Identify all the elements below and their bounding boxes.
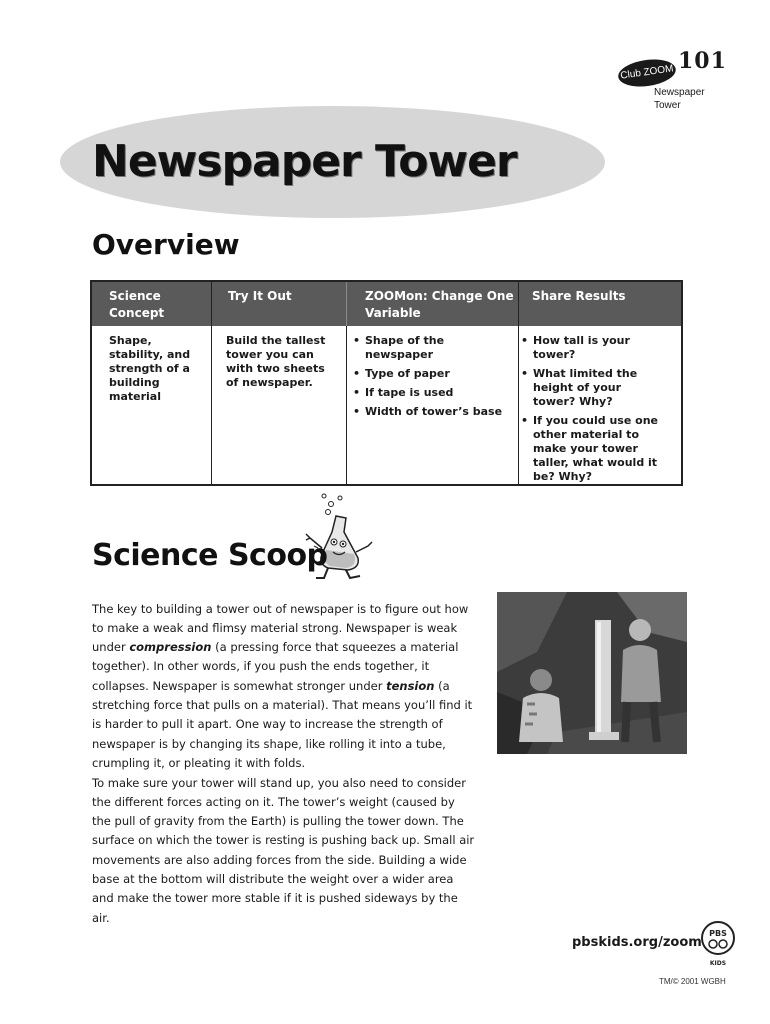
zoomon-cell bbox=[353, 334, 515, 424]
kids-building-tower-photo bbox=[497, 592, 687, 754]
pbs-kids-logo bbox=[700, 920, 736, 970]
svg-text:PBS: PBS bbox=[709, 929, 727, 938]
term-tension: tension bbox=[386, 678, 435, 693]
column-header-try-it-out: Try It Out bbox=[228, 289, 292, 303]
footer-url: pbskids.org/zoom bbox=[572, 935, 702, 950]
episode-badge bbox=[618, 48, 727, 118]
list-item: • Type of paper bbox=[353, 367, 515, 381]
scoop-paragraph: To make sure your tower will stand up, you also need to consider the different forces acting on it. The tower’s weight (caused by the pull of gravity from the Earth) is pulling the tower down. The surface on which the tower is resting is pushing back up. Small air movements are also adding forces from the side. Building a wide base at the bottom will distribute the weight over a wider area and make the tower more stable if it is pushed sideways by the air. bbox=[92, 775, 475, 925]
overview-table bbox=[90, 280, 683, 486]
club-zoom-logo: Club ZOOM bbox=[616, 56, 677, 90]
overview-heading: Overview bbox=[92, 228, 240, 261]
list-item: • If tape is used bbox=[353, 386, 515, 400]
column-divider bbox=[211, 282, 212, 484]
svg-text:KIDS: KIDS bbox=[709, 960, 727, 967]
list-item: • How tall is your tower? bbox=[521, 334, 661, 362]
episode-number: 101 bbox=[678, 48, 727, 74]
column-header-zoomon: ZOOMon: Change One Variable bbox=[365, 289, 514, 320]
copyright: TM/© 2001 WGBH bbox=[659, 977, 726, 986]
column-divider bbox=[346, 326, 347, 486]
list-item: • What limited the height of your tower? Why? bbox=[521, 367, 661, 409]
science-concept-cell: Shape, stability, and strength of a building material bbox=[109, 334, 191, 403]
try-it-out-cell: Build the tallest tower you can with two sheets of newspaper. bbox=[226, 334, 326, 389]
list-item: • Width of tower’s base bbox=[353, 405, 515, 419]
scoop-paragraph: The key to building a tower out of newspaper is to figure out how to make a weak and flimsy material strong. Newspaper is weak under compression (a pressing force that squeezes a material together). In other words, if you push the ends together, it collapses. Newspaper is somewhat stronger under tension (a stretching force that pulls on a material). That means you’ll find it is harder to pull it apart. One way to increase the strength of newspaper is by changing its shape, like rolling it into a tube, crumpling it, or pleating it with folds. bbox=[92, 601, 473, 770]
list-item: • Shape of the newspaper bbox=[353, 334, 515, 362]
term-compression: compression bbox=[129, 640, 212, 655]
badge-subtitle: Newspaper Tower bbox=[654, 87, 705, 111]
column-header-share-results: Share Results bbox=[532, 289, 626, 303]
column-divider bbox=[346, 282, 347, 326]
share-results-cell bbox=[521, 334, 661, 489]
column-header-science-concept: Science Concept bbox=[109, 289, 165, 320]
list-item: • If you could use one other material to make your tower taller, what would it be? Why? bbox=[521, 414, 661, 484]
page-title: Newspaper Tower bbox=[92, 136, 517, 187]
science-scoop-heading: Science Scoop bbox=[92, 538, 328, 573]
column-divider bbox=[518, 282, 519, 484]
